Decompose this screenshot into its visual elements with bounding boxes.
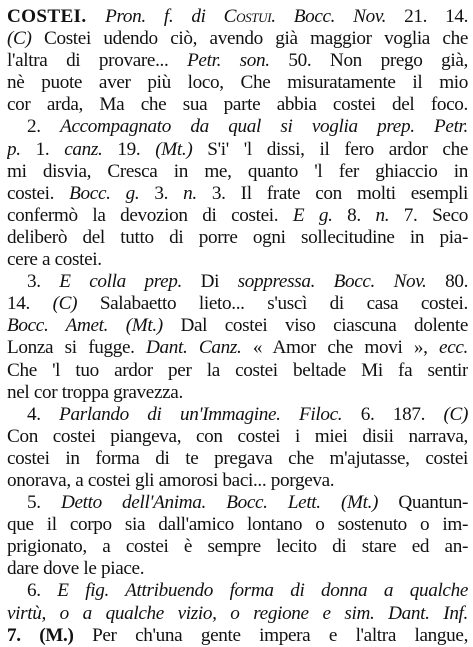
entry-line: [7, 360, 468, 382]
entry-line: [7, 625, 468, 647]
line-segment: soppressa. Bocc. Nov.: [237, 271, 446, 293]
entry-line: [7, 50, 468, 72]
entry-line: [7, 426, 468, 448]
sense-number: 6.: [27, 580, 58, 602]
line-segment: 80.: [445, 271, 468, 293]
entry-line: [7, 558, 468, 580]
line-segment: dare dove le piace.: [7, 558, 145, 580]
entry-line: [7, 139, 468, 161]
line-segment: Dal costei viso ciascuna dolente: [180, 315, 468, 337]
entry-line: [7, 28, 468, 50]
line-segment: (C): [52, 293, 100, 315]
line-segment: 50. Non prego già,: [288, 50, 468, 72]
line-segment: E fig. Attribuendo forma di donna a qualche: [57, 580, 468, 602]
line-segment: COSTEI.: [7, 6, 106, 27]
sense-number: 3.: [27, 271, 60, 293]
entry-line: [7, 603, 468, 625]
entry-line: [7, 315, 468, 337]
line-segment: Accompagnato da qual si voglia prep. Petr.: [60, 116, 468, 138]
line-segment: 14.: [7, 293, 53, 315]
line-segment: Petr. son.: [187, 50, 289, 72]
line-segment: canz.: [64, 138, 118, 160]
line-segment: 3.: [154, 182, 184, 204]
line-segment: que il corpo sia dall'amico lontano o sostenuto o im-: [7, 514, 468, 536]
line-segment: 8.: [347, 204, 376, 226]
line-segment: mi disvia, Cresca in me, quanto 'l fer ghiaccio in: [7, 160, 468, 182]
line-segment: Bocc. g.: [69, 182, 155, 204]
line-segment: Dant. Canz.: [146, 337, 253, 359]
line-segment: Con costei piangeva, con costei i miei disii narrava,: [7, 425, 468, 447]
line-segment: E colla prep.: [59, 271, 201, 293]
line-segment: Di: [200, 271, 238, 293]
entry-line: [7, 116, 468, 138]
line-segment: Salabaetto lieto... s'uscì di casa costei.: [99, 293, 468, 315]
line-segment: Costei udendo ciò, avendo già maggior voglia che: [44, 28, 468, 50]
line-segment: ecc.: [439, 337, 468, 359]
line-segment: Lonza si fugge.: [7, 337, 147, 359]
line-segment: deliberò del tutto di porre ogni sollecitudine in pia-: [7, 226, 468, 248]
entry-line: [7, 94, 468, 116]
line-segment: . Bocc. Nov.: [271, 6, 405, 27]
line-segment: 3. Il frate con molti esempli: [211, 182, 468, 204]
line-segment: confermò la devozion di costei.: [7, 204, 293, 226]
entry-line: [7, 580, 468, 602]
line-segment: S'i' 'l dissi, il fero ardor che: [207, 138, 468, 160]
sense-number: 2.: [27, 116, 61, 138]
line-segment: 19.: [117, 138, 156, 160]
sense-number: 5.: [27, 492, 61, 514]
entry-line: [7, 448, 468, 470]
line-segment: Bocc. Amet. (Mt.): [7, 315, 181, 337]
line-segment: p.: [7, 138, 36, 160]
line-segment: Detto dell'Anima. Bocc. Lett. (Mt.): [60, 492, 399, 514]
dictionary-entry-costei: [7, 6, 468, 647]
line-segment: (C): [443, 403, 468, 425]
entry-line: [7, 492, 468, 514]
line-segment: (M.): [39, 624, 93, 646]
line-segment: Quantun-: [398, 492, 468, 514]
line-segment: Pron. f. di: [105, 6, 224, 27]
line-segment: costei.: [7, 182, 70, 204]
entry-line: [7, 161, 468, 183]
line-segment: (C): [7, 28, 44, 50]
entry-line: [7, 404, 468, 426]
line-segment: Costui: [223, 6, 272, 27]
line-segment: costei in forma di te pregava che m'ajutasse, costei: [7, 447, 468, 469]
entry-line: [7, 470, 468, 492]
line-segment: 21. 14.: [404, 6, 468, 27]
line-segment: nel cor troppa gravezza.: [7, 381, 183, 403]
line-segment: l'altra di provare...: [7, 50, 188, 72]
entry-line: [7, 337, 468, 359]
entry-line: [7, 227, 468, 249]
sense-number: 4.: [27, 403, 60, 425]
line-segment: (Mt.): [155, 138, 208, 160]
line-segment: n.: [375, 204, 404, 226]
line-segment: onorava, a costei gli amorosi baci... porgeva.: [7, 469, 335, 491]
line-segment: E g.: [292, 204, 348, 226]
entry-line: [7, 382, 468, 404]
line-segment: n.: [183, 182, 212, 204]
line-segment: nè puote aver più loco, Che misuratamente il mio: [7, 72, 468, 94]
line-segment: Parlando di un'Immagine. Filoc.: [59, 403, 361, 425]
entry-line: [7, 271, 468, 293]
line-segment: « Amor che movi »,: [252, 337, 440, 359]
entry-line: [7, 536, 468, 558]
line-segment: 1.: [35, 138, 65, 160]
entry-line: [7, 72, 468, 94]
entry-line: [7, 205, 468, 227]
line-segment: cere a costei.: [7, 249, 102, 271]
entry-line: [7, 183, 468, 205]
line-segment: prigionato, a costei è sempre lecito di stare ed an-: [7, 536, 468, 558]
entry-line: [7, 514, 468, 536]
line-segment: 7. Seco: [403, 204, 468, 226]
line-segment: cor arda, Ma che sua parte abbia costei del foco.: [7, 94, 468, 116]
line-segment: 7.: [7, 624, 40, 646]
line-segment: 6. 187.: [360, 403, 444, 425]
line-segment: virtù, o a qualche vizio, o regione e sim. Dant. Inf.: [7, 602, 468, 624]
entry-line: [7, 6, 468, 28]
entry-line: [7, 249, 468, 271]
entry-line: [7, 293, 468, 315]
line-segment: Per ch'una gente impera e l'altra langue,: [92, 624, 468, 646]
line-segment: Che 'l tuo ardor per la costei beltade Mi fa sentir: [7, 359, 468, 381]
